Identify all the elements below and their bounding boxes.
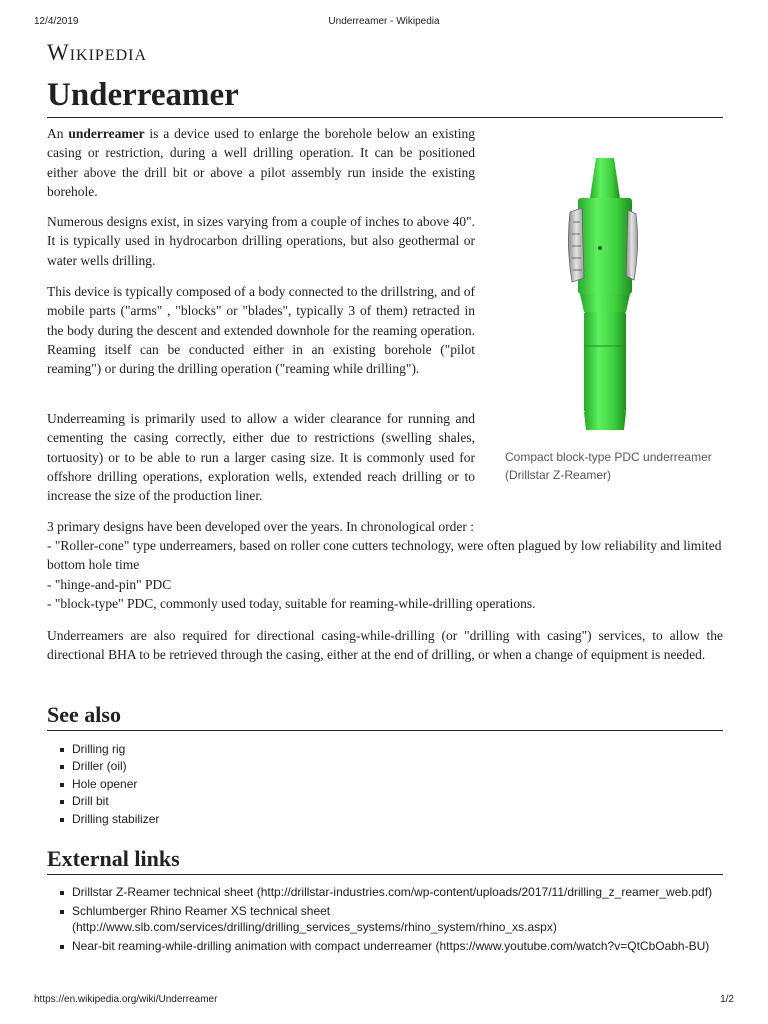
see-also-heading: See also <box>47 701 723 731</box>
casing-while-drilling-paragraph: Underreamers are also required for directional casing-while-drilling (or "drilling with casing") services, to allow the directional BHA to be retrieved through the casing, either at the end of drilling, or when a change of equipment is needed. <box>47 628 723 663</box>
page-number: 1/2 <box>720 994 734 1005</box>
page-title: Underreamer <box>47 74 723 118</box>
see-also-list <box>47 741 723 828</box>
underreamer-illustration <box>500 150 710 440</box>
intro-before: An <box>47 126 69 141</box>
external-link[interactable]: Schlumberger Rhino Reamer XS technical sheet (http://www.slb.com/services/drilling/drilling_services_systems/rhino_system/rhino_xs.aspx) <box>47 904 723 935</box>
external-link[interactable]: Near-bit reaming-while-drilling animation with compact underreamer (https://www.youtube.com/watch?v=QtCbOabh-BU) <box>47 939 723 955</box>
intro-after: is a device used to enlarge the borehole below an existing casing or restriction, during a well drilling operation. It can be positioned either above the drill bit or above a pilot assembly run inside the existing borehole. <box>47 126 475 199</box>
see-also-link[interactable]: Drilling stabilizer <box>47 811 723 828</box>
intro-paragraph <box>47 124 475 201</box>
underreamer-image <box>500 150 710 440</box>
design-item-roller-cone: - "Roller-cone" type underreamers, based on roller cone cutters technology, were often plagued by low reliability and limited bottom hole time <box>47 538 722 573</box>
print-page-title: Underreamer - Wikipedia <box>328 16 440 27</box>
designs-intro: 3 primary designs have been developed over the years. In chronological order : <box>47 519 474 534</box>
external-links-list <box>47 885 723 958</box>
see-also-link[interactable]: Driller (oil) <box>47 758 723 775</box>
external-link[interactable]: Drillstar Z-Reamer technical sheet (http://drillstar-industries.com/wp-content/uploads/2017/11/drilling_z_reamer_web.pdf) <box>47 885 723 901</box>
purpose-paragraph: Underreaming is primarily used to allow a wider clearance for running and cementing the casing correctly, either due to restrictions (swelling shales, tortuosity) or to be able to run a larger casing size. It is commonly used for offshore drilling operations, exploration wells, extended reach drilling or to increase the size of the production liner. <box>47 411 475 504</box>
designs-size-paragraph: Numerous designs exist, in sizes varying from a couple of inches to above 40". It is typically used in hydrocarbon drilling operations, but also geothermal or water wells drilling. <box>47 214 475 268</box>
see-also-link[interactable]: Drilling rig <box>47 741 723 758</box>
intro-bold-term: underreamer <box>68 126 145 141</box>
print-url: https://en.wikipedia.org/wiki/Underreamer <box>34 994 218 1005</box>
see-also-link[interactable]: Hole opener <box>47 776 723 793</box>
design-item-block-type: - "block-type" PDC, commonly used today, suitable for reaming-while-drilling operations. <box>47 596 536 611</box>
external-links-heading: External links <box>47 845 723 875</box>
see-also-link[interactable]: Drill bit <box>47 793 723 810</box>
print-footer <box>34 994 734 1008</box>
composition-paragraph: This device is typically composed of a body connected to the drillstring, and of mobile parts ("arms" , "blocks" or "blades", typically 3 of them) retracted in the body during the descent and extended downhole for the reaming operation. Reaming itself can be conducted either in an existing borehole ("pilot reaming") or during the drilling operation ("reaming while drilling"). <box>47 284 475 377</box>
print-header <box>34 16 734 30</box>
print-date: 12/4/2019 <box>34 16 79 27</box>
image-caption: Compact block-type PDC underreamer (Drillstar Z-Reamer) <box>505 450 712 482</box>
design-item-hinge-and-pin: - "hinge-and-pin" PDC <box>47 577 172 592</box>
wikipedia-wordmark[interactable]: Wikipedia <box>47 40 148 65</box>
